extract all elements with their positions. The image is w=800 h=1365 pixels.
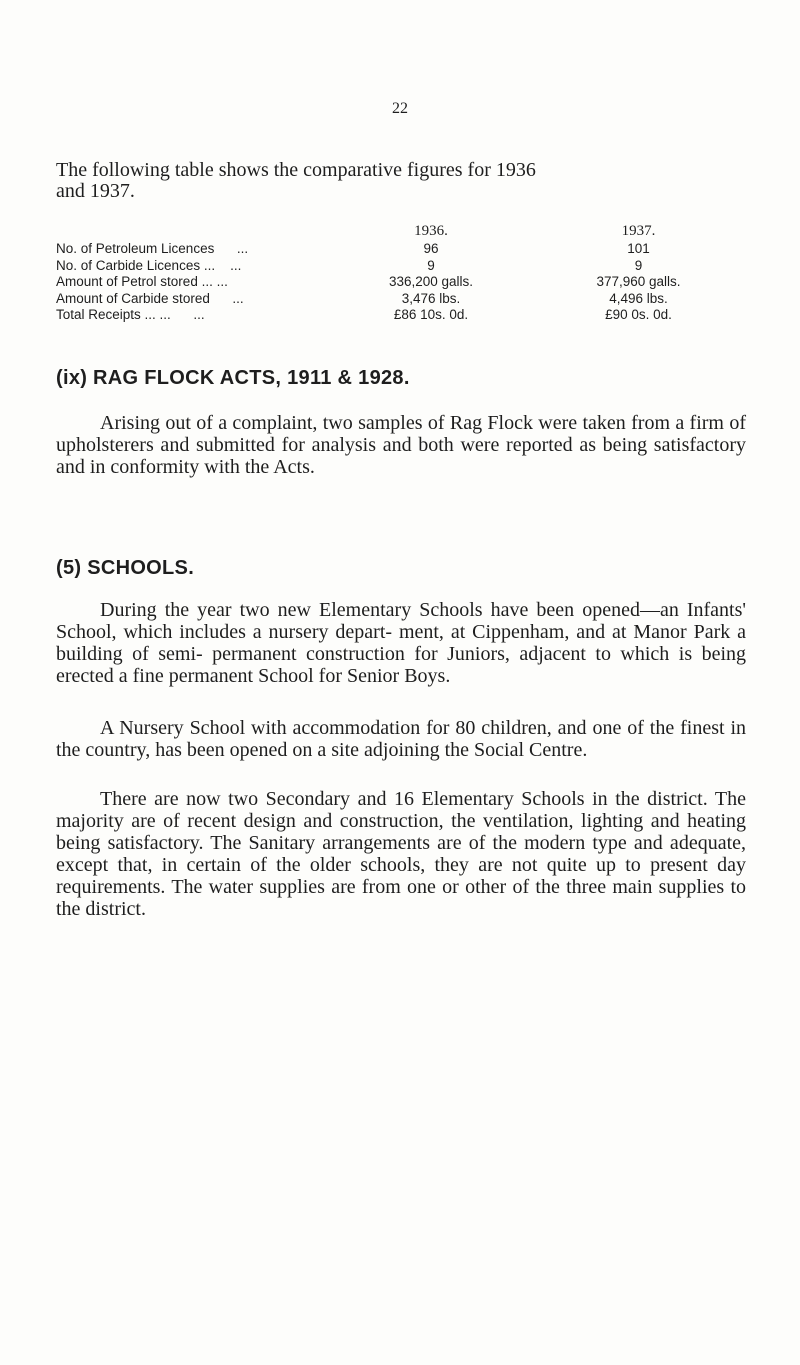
table-row [56,274,746,291]
header-1937: 1937. [621,222,656,239]
table-row [56,307,746,324]
value-1937: 377,960 galls. [596,274,681,289]
row-label: Amount of Carbide stored ... [56,290,244,306]
value-1937: 9 [634,257,643,273]
table-header-blank [56,221,331,241]
row-label: No. of Carbide Licences ... ... [56,257,242,273]
section-heading-schools: (5) SCHOOLS. [56,557,195,579]
value-1937: 101 [627,241,650,256]
section-heading-rag-flock: (ix) RAG FLOCK ACTS, 1911 & 1928. [56,367,410,389]
table-row [56,291,746,308]
intro-text [56,160,746,202]
schools-paragraph-1: During the year two new Elementary Schools have been opened—an Infants' School, which includes a nursery depart- ment, at Cippenham, and at Manor Park a building of semi- permanent construction for Juniors, adjacent to which is being erected a fine permanent School for Senior Boys. [56,599,746,687]
schools-paragraph-3: There are now two Secondary and 16 Elementary Schools in the district. The majority are of recent design and construction, the ventilation, lighting and heating being satisfactory. The Sanitary arrangements are of the modern type and adequate, except that, in certain of the older schools, they are not quite up to present day requirements. The water supplies are from one or other of the three main supplies to the district. [56,788,746,920]
intro-line-1: The following table shows the comparative figures for 1936 [56,159,536,181]
table-header-row [56,221,746,241]
value-1937: £90 0s. 0d. [605,307,672,322]
value-1936: £86 10s. 0d. [393,307,469,322]
value-1936: 336,200 galls. [388,274,474,289]
page-number: 22 [392,100,408,117]
value-1936: 3,476 lbs. [401,290,461,306]
comparative-figures-table [56,221,746,324]
value-1936: 9 [427,257,435,273]
table-row [56,241,746,258]
row-label: No. of Petroleum Licences ... [56,241,249,256]
rag-flock-paragraph: Arising out of a complaint, two samples of Rag Flock were taken from a firm of upholsterers and submitted for analysis and both were reported as being satisfactory and in conformity with the Acts. [56,412,746,478]
row-label: Total Receipts ... ... ... [56,307,205,322]
intro-line-2: and 1937. [56,180,135,202]
value-1936: 96 [423,241,439,256]
header-1936: 1936. [414,222,448,239]
row-label: Amount of Petrol stored ... ... [56,274,228,289]
schools-paragraph-2: A Nursery School with accommodation for 80 children, and one of the finest in the country, has been opened on a site adjoining the Social Centre. [56,717,746,761]
value-1937: 4,496 lbs. [609,290,668,306]
table-row [56,258,746,275]
